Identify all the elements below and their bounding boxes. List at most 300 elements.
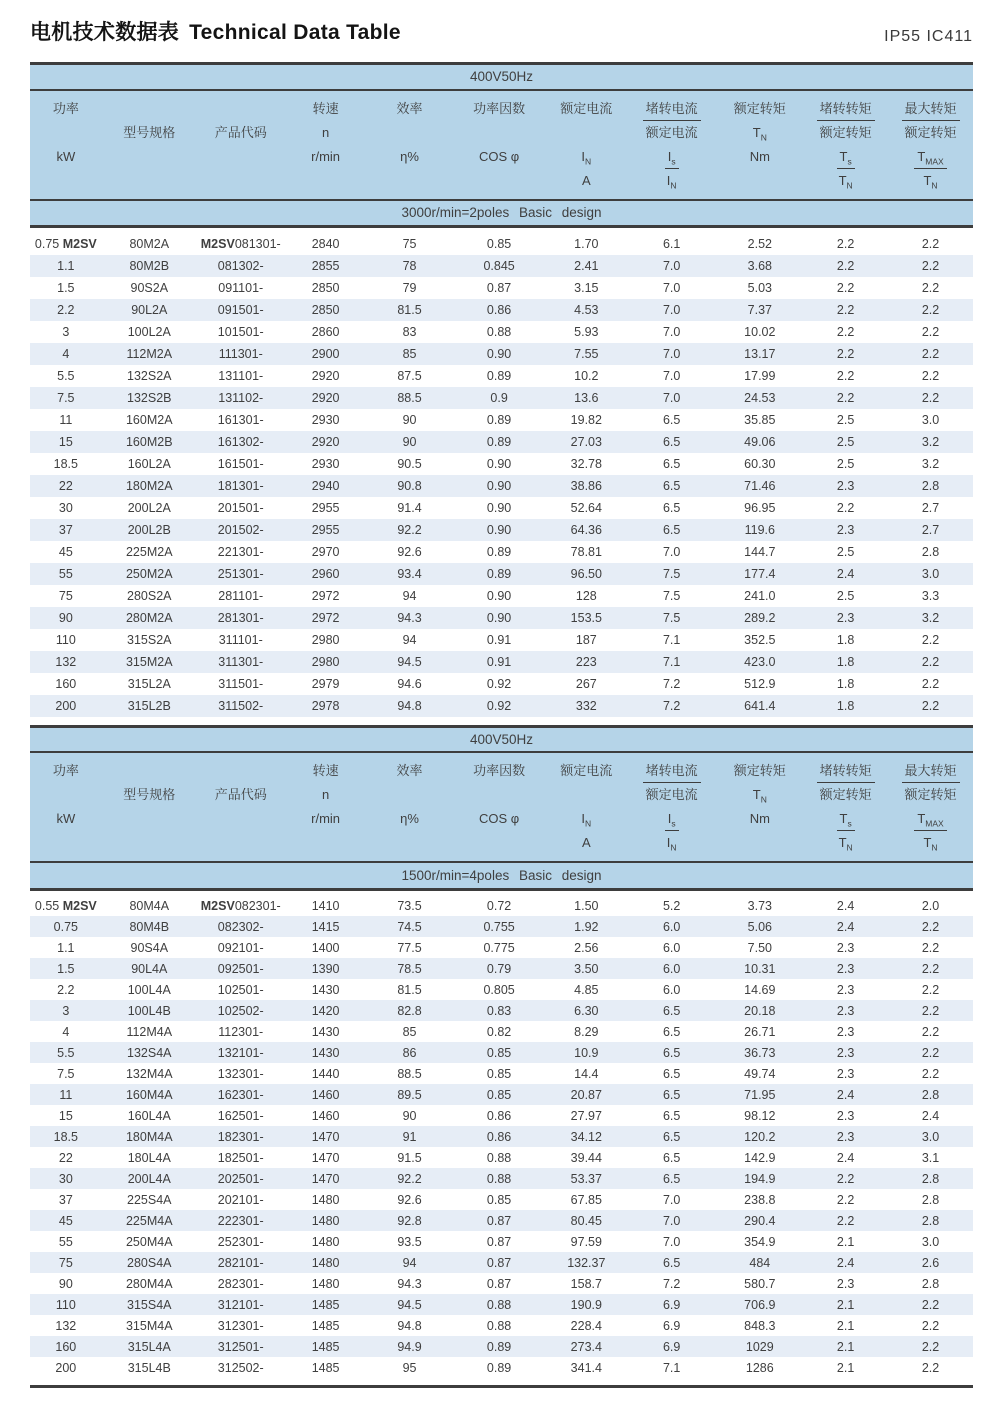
cell-power-factor: 0.90	[452, 607, 545, 629]
cell-efficiency: 83	[402, 324, 417, 339]
col-header-model	[102, 90, 197, 200]
col-header-line	[102, 169, 197, 193]
column-header-row	[30, 90, 973, 200]
cell-model: 280M2A	[102, 607, 197, 629]
cell-product-code: 101501-	[217, 324, 264, 339]
cell-rated-current: 128	[575, 588, 597, 603]
col-header-line: 额定电流	[560, 100, 613, 116]
col-header-line: 功率	[52, 100, 79, 116]
col-header-line: 型号规格	[123, 124, 176, 140]
cell-power: 5.5	[30, 1042, 102, 1063]
cell-power: 5.5	[57, 368, 75, 383]
cell-locked-rotor-torque-ratio: 2.5	[836, 588, 855, 603]
cell-efficiency: 90	[402, 412, 417, 427]
cell-rated-current: 2.56	[574, 940, 599, 955]
cell-locked-rotor-current-ratio: 7.0	[662, 324, 681, 339]
table-row	[30, 475, 973, 497]
cell-locked-rotor-torque-ratio: 2.1	[803, 1336, 888, 1357]
cell-model: 80M4A	[129, 898, 170, 913]
table-row	[30, 916, 973, 937]
cell-rated-torque: 119.6	[716, 519, 803, 541]
cell-rated-torque: 641.4	[716, 695, 803, 717]
table-row	[30, 431, 973, 453]
cell-product-code: 102502-	[197, 1000, 285, 1021]
cell-locked-rotor-current-ratio: 5.2	[662, 898, 681, 913]
cell-locked-rotor-current-ratio: 6.0	[662, 940, 681, 955]
cell-rated-current: 3.50	[546, 958, 627, 979]
cell-max-torque-ratio: 2.2	[888, 343, 973, 365]
cell-model: 315S2A	[127, 632, 172, 647]
cell-max-torque-ratio: 2.2	[888, 1042, 973, 1063]
cell-power: 37	[30, 519, 102, 541]
cell-product-code: 312101-	[197, 1294, 285, 1315]
cell-max-torque-ratio: 3.0	[921, 1234, 940, 1249]
cell-power-factor: 0.90	[452, 343, 545, 365]
cell-max-torque-ratio: 2.8	[888, 1210, 973, 1231]
table-body	[30, 227, 973, 725]
cell-rated-current: 10.9	[546, 1042, 627, 1063]
table-row	[30, 321, 973, 343]
cell-speed: 2850	[311, 280, 340, 295]
cell-rated-torque: 484	[716, 1252, 803, 1273]
cell-locked-rotor-torque-ratio: 2.4	[803, 1252, 888, 1273]
cell-model: 160M2B	[102, 431, 197, 453]
cell-model: 250M2A	[102, 563, 197, 585]
cell-rated-current: 13.6	[546, 387, 627, 409]
cell-rated-torque: 3.73	[747, 898, 772, 913]
col-header-line	[197, 759, 285, 783]
cell-rated-current: 53.37	[546, 1168, 627, 1189]
cell-power: 200	[30, 695, 102, 717]
table-row	[30, 1021, 973, 1042]
cell-speed: 2955	[311, 500, 340, 515]
cell-product-code: 312502-	[217, 1360, 264, 1375]
cell-efficiency: 78.5	[367, 958, 453, 979]
col-header-line: Nm	[749, 148, 770, 164]
cell-power-factor: 0.88	[452, 1294, 545, 1315]
cell-product-code: 131102-	[197, 387, 285, 409]
col-header-line	[102, 807, 197, 831]
cell-efficiency: 94.8	[397, 1318, 422, 1333]
col-header-line: Nm	[749, 811, 770, 826]
cell-locked-rotor-current-ratio: 6.0	[627, 916, 717, 937]
cell-efficiency: 89.5	[367, 1084, 453, 1105]
cell-product-code: 312501-	[197, 1336, 285, 1357]
cell-max-torque-ratio: 3.2	[888, 431, 973, 453]
cell-product-code: 182301-	[197, 1126, 285, 1147]
cell-model: 100L4A	[127, 982, 171, 997]
cell-rated-torque: 194.9	[716, 1168, 803, 1189]
cell-max-torque-ratio: 2.0	[921, 898, 940, 913]
cell-speed: 1440	[311, 1066, 340, 1081]
col-header-line: $I_N$	[666, 172, 677, 191]
cell-max-torque-ratio: 3.1	[921, 1150, 940, 1165]
cell-rated-torque: 241.0	[744, 588, 776, 603]
cell-power: 45	[30, 1210, 102, 1231]
cell-model: 90S2A	[130, 280, 169, 295]
cell-locked-rotor-torque-ratio: 2.5	[803, 431, 888, 453]
table-row	[30, 1147, 973, 1168]
cell-locked-rotor-torque-ratio: 2.1	[836, 1360, 855, 1375]
cell-locked-rotor-current-ratio: 6.5	[627, 431, 717, 453]
cell-power: 160	[55, 676, 77, 691]
table-row	[30, 365, 973, 387]
cell-power-factor: 0.90	[486, 588, 512, 603]
cell-rated-current: 10.2	[574, 368, 599, 383]
cell-power: 11	[30, 1084, 102, 1105]
cell-efficiency: 90.5	[397, 456, 422, 471]
cell-speed: 1415	[285, 916, 367, 937]
col-header-line: 额定电流	[560, 763, 613, 778]
cell-speed: 2920	[311, 368, 340, 383]
table-row	[30, 453, 973, 475]
cell-power: 7.5	[57, 1066, 75, 1081]
cell-max-torque-ratio: 2.2	[921, 632, 940, 647]
cell-locked-rotor-torque-ratio: 2.2	[803, 1210, 888, 1231]
col-header-locked-rotor-torque-ratio	[803, 752, 888, 862]
cell-efficiency: 92.6	[397, 1192, 422, 1207]
cell-model: 200L2A	[127, 500, 171, 515]
col-header-line: 额定转矩	[733, 100, 786, 116]
cell-efficiency: 90	[402, 1108, 417, 1123]
spacer-row	[30, 717, 973, 725]
cell-rated-current: 5.93	[574, 324, 599, 339]
cell-rated-current: 39.44	[570, 1150, 602, 1165]
cell-product-code: M2SV081301-	[200, 236, 281, 251]
table-row	[30, 255, 973, 277]
cell-rated-torque: 13.17	[716, 343, 803, 365]
cell-max-torque-ratio: 2.2	[921, 1360, 940, 1375]
cell-max-torque-ratio: 2.8	[921, 1192, 940, 1207]
cell-product-code: 111301-	[197, 343, 285, 365]
col-header-line: 额定转矩	[904, 124, 957, 140]
cell-rated-current: 332	[546, 695, 627, 717]
cell-max-torque-ratio: 2.2	[888, 916, 973, 937]
cell-efficiency: 90	[367, 431, 453, 453]
cell-efficiency: 91.5	[397, 1150, 422, 1165]
cell-rated-torque: 24.53	[716, 387, 803, 409]
cell-power: 1.5	[30, 958, 102, 979]
cell-rated-torque: 3.68	[716, 255, 803, 277]
cell-model: 132M4A	[125, 1066, 173, 1081]
cell-locked-rotor-current-ratio: 7.0	[627, 255, 717, 277]
cell-model: 280M4A	[125, 1276, 173, 1291]
col-header-line: r/min	[311, 811, 341, 826]
cell-product-code: 282101-	[197, 1252, 285, 1273]
cell-rated-current: 187	[575, 632, 597, 647]
cell-power-factor: 0.87	[452, 1252, 545, 1273]
cell-power-factor: 0.86	[452, 1126, 545, 1147]
cell-rated-torque: 142.9	[744, 1150, 776, 1165]
table-row	[30, 1336, 973, 1357]
cell-locked-rotor-current-ratio: 7.0	[662, 544, 681, 559]
cell-product-code: 132101-	[197, 1042, 285, 1063]
col-header-line: η%	[400, 811, 419, 826]
cell-speed: 2840	[311, 236, 340, 251]
cell-locked-rotor-torque-ratio: 2.3	[803, 1126, 888, 1147]
col-header-line: 功率因数	[473, 763, 526, 778]
cell-rated-current: 78.81	[570, 544, 602, 559]
cell-power: 18.5	[30, 1126, 102, 1147]
col-header-line	[102, 831, 197, 855]
cell-power: 110	[55, 632, 76, 647]
col-header-line	[30, 783, 102, 807]
cell-model: 225M2A	[125, 544, 173, 559]
cell-power-factor: 0.9	[452, 387, 545, 409]
col-header-line: η%	[400, 148, 419, 164]
cell-power-factor: 0.755	[452, 916, 545, 937]
table-row	[30, 585, 973, 607]
cell-model: 90L4A	[102, 958, 197, 979]
cell-product-code: 201501-	[217, 500, 264, 515]
cell-max-torque-ratio: 2.8	[888, 1084, 973, 1105]
cell-power: 15	[30, 431, 102, 453]
cell-power: 160	[30, 1336, 102, 1357]
col-header-line: $T_N$	[838, 172, 853, 191]
cell-locked-rotor-torque-ratio: 2.2	[803, 299, 888, 321]
cell-power: 55	[58, 1234, 73, 1249]
cell-efficiency: 92.2	[367, 519, 453, 541]
cell-rated-torque: 98.12	[744, 1108, 776, 1123]
cell-rated-current: 80.45	[546, 1210, 627, 1231]
cell-power: 0.75 M2SV	[34, 236, 97, 251]
cell-rated-torque: 14.69	[744, 982, 776, 997]
col-header-line: 堵转电流	[627, 97, 717, 121]
page-title-chinese: 电机技术数据表	[30, 21, 180, 44]
cell-rated-current: 14.4	[574, 1066, 599, 1081]
col-header-line: 效率	[396, 100, 423, 116]
cell-rated-current: 96.50	[546, 563, 627, 585]
cell-power-factor: 0.87	[486, 1234, 512, 1249]
cell-product-code: 091101-	[218, 280, 264, 295]
cell-efficiency: 81.5	[367, 299, 453, 321]
col-header-line: 额定电流	[645, 787, 698, 802]
cell-power-factor: 0.86	[486, 1108, 512, 1123]
table-row	[30, 1252, 973, 1273]
cell-power: 132	[55, 1318, 77, 1333]
cell-speed: 1470	[285, 1126, 367, 1147]
cell-locked-rotor-current-ratio: 6.9	[662, 1318, 681, 1333]
cell-efficiency: 94.3	[367, 607, 453, 629]
cell-power: 7.5	[30, 387, 102, 409]
cell-rated-torque: 96.95	[744, 500, 776, 515]
cell-product-code: 131101-	[218, 368, 264, 383]
cell-rated-torque: 848.3	[744, 1318, 776, 1333]
table-row	[30, 673, 973, 695]
cell-speed: 2930	[311, 412, 340, 427]
cell-product-code: 161501-	[217, 456, 264, 471]
cell-power: 1.1	[30, 255, 102, 277]
cell-locked-rotor-torque-ratio: 2.3	[803, 1042, 888, 1063]
cell-speed: 2955	[285, 519, 367, 541]
cell-locked-rotor-current-ratio: 7.0	[662, 1192, 681, 1207]
cell-power: 1.5	[57, 280, 75, 295]
cell-locked-rotor-torque-ratio: 2.2	[836, 500, 855, 515]
cell-rated-current: 4.85	[574, 982, 599, 997]
table-row	[30, 277, 973, 299]
technical-data-table-2poles	[30, 62, 973, 725]
cell-locked-rotor-torque-ratio: 2.2	[803, 1168, 888, 1189]
cell-locked-rotor-torque-ratio: 2.3	[836, 1024, 855, 1039]
col-header-line	[30, 121, 102, 145]
cell-locked-rotor-current-ratio: 6.5	[662, 500, 681, 515]
col-header-line: $T_s$	[803, 807, 888, 831]
cell-locked-rotor-torque-ratio: 2.2	[836, 236, 855, 251]
cell-rated-current: 341.4	[570, 1360, 602, 1375]
cell-max-torque-ratio: 3.3	[921, 588, 940, 603]
col-header-line: kW	[56, 148, 76, 164]
col-header-line: 转速	[312, 763, 339, 778]
cell-power-factor: 0.88	[486, 1318, 512, 1333]
col-header-line	[546, 121, 627, 145]
cell-locked-rotor-torque-ratio: 1.8	[803, 695, 888, 717]
cell-power-factor: 0.92	[452, 695, 545, 717]
cell-rated-current: 97.59	[570, 1234, 602, 1249]
cell-max-torque-ratio: 2.2	[888, 1336, 973, 1357]
cell-speed: 1420	[285, 1000, 367, 1021]
cell-power: 3	[62, 324, 70, 339]
cell-model: 100L4B	[102, 1000, 197, 1021]
cell-locked-rotor-torque-ratio: 2.3	[803, 607, 888, 629]
cell-product-code: 082302-	[197, 916, 285, 937]
cell-rated-current: 64.36	[546, 519, 627, 541]
cell-power: 2.2	[57, 982, 75, 997]
cell-product-code: 161302-	[197, 431, 285, 453]
cell-speed: 1480	[285, 1252, 367, 1273]
cell-locked-rotor-current-ratio: 6.1	[662, 236, 681, 251]
cell-speed: 2970	[311, 544, 340, 559]
cell-locked-rotor-torque-ratio: 2.3	[836, 1066, 855, 1081]
table-row	[30, 651, 973, 673]
col-header-line: $T_{MAX}$	[888, 807, 973, 831]
cell-efficiency: 94.6	[397, 676, 422, 691]
cell-locked-rotor-current-ratio: 6.5	[627, 1168, 717, 1189]
cell-power: 18.5	[53, 456, 78, 471]
column-header-row	[30, 752, 973, 862]
cell-power-factor: 0.89	[486, 544, 512, 559]
cell-product-code: 161301-	[217, 412, 264, 427]
cell-efficiency: 94	[402, 588, 417, 603]
cell-locked-rotor-current-ratio: 7.0	[627, 343, 717, 365]
cell-speed: 2855	[285, 255, 367, 277]
page-title-english: Technical Data Table	[189, 21, 401, 44]
col-header-line: COS φ	[478, 148, 520, 164]
cell-model: 315L4B	[127, 1360, 171, 1375]
cell-locked-rotor-current-ratio: 7.0	[627, 299, 717, 321]
cell-power-factor: 0.775	[483, 940, 515, 955]
cell-power-factor: 0.89	[486, 1360, 512, 1375]
table-row	[30, 1210, 973, 1231]
col-header-efficiency	[367, 90, 453, 200]
col-header-power-factor	[452, 90, 545, 200]
cell-locked-rotor-current-ratio: 6.5	[662, 1024, 681, 1039]
cell-model: 80M2A	[129, 236, 170, 251]
cell-locked-rotor-current-ratio: 7.5	[627, 563, 717, 585]
cell-rated-current: 1.92	[546, 916, 627, 937]
col-header-line	[197, 807, 285, 831]
cell-rated-current: 273.4	[546, 1336, 627, 1357]
cell-efficiency: 94	[402, 632, 417, 647]
cell-max-torque-ratio: 2.2	[888, 695, 973, 717]
col-header-line: $T_N$	[752, 787, 767, 805]
col-header-line	[716, 831, 803, 855]
col-header-max-torque-ratio	[888, 90, 973, 200]
cell-product-code: 311101-	[218, 632, 263, 647]
cell-efficiency: 94	[367, 1252, 453, 1273]
cell-locked-rotor-torque-ratio: 2.1	[836, 1234, 855, 1249]
design-band	[30, 200, 973, 227]
col-header-product-code	[197, 90, 285, 200]
title-bar	[30, 16, 973, 46]
cell-power-factor: 0.85	[486, 1192, 512, 1207]
col-header-model	[102, 752, 197, 862]
cell-product-code: 102501-	[217, 982, 264, 997]
cell-speed: 1390	[285, 958, 367, 979]
table-row	[30, 1273, 973, 1294]
cell-model: 160L2A	[127, 456, 171, 471]
cell-model: 160M2A	[125, 412, 173, 427]
cell-locked-rotor-torque-ratio: 2.3	[836, 1108, 855, 1123]
cell-power: 2.2	[30, 299, 102, 321]
col-header-line	[102, 759, 197, 783]
col-header-line: $I_N$	[666, 835, 677, 853]
cell-locked-rotor-current-ratio: 6.5	[627, 1000, 717, 1021]
col-header-line: 功率因数	[473, 100, 526, 116]
cell-locked-rotor-torque-ratio: 2.3	[803, 958, 888, 979]
cell-rated-torque: 26.71	[744, 1024, 776, 1039]
cell-speed: 2920	[285, 387, 367, 409]
cell-rated-current: 20.87	[546, 1084, 627, 1105]
col-header-line: 额定转矩	[733, 763, 786, 778]
col-header-line	[452, 831, 545, 855]
cell-rated-current: 267	[575, 676, 597, 691]
cell-speed: 1480	[311, 1234, 340, 1249]
cell-max-torque-ratio: 3.2	[888, 607, 973, 629]
cell-efficiency: 86	[367, 1042, 453, 1063]
col-header-line	[452, 121, 545, 145]
cell-speed: 1460	[285, 1084, 367, 1105]
cell-power-factor: 0.91	[486, 632, 512, 647]
cell-power-factor: 0.845	[452, 255, 545, 277]
col-header-line: 堵转转矩	[803, 97, 888, 121]
col-header-rated-current	[546, 90, 627, 200]
cell-locked-rotor-current-ratio: 6.5	[627, 1084, 717, 1105]
cell-model: 315L2B	[102, 695, 197, 717]
cell-rated-current: 52.64	[570, 500, 602, 515]
table-row	[30, 1105, 973, 1126]
table-row	[30, 541, 973, 563]
table-row	[30, 937, 973, 958]
col-header-line	[367, 783, 453, 807]
cell-power: 30	[58, 500, 73, 515]
cell-locked-rotor-current-ratio: 6.0	[662, 982, 681, 997]
cell-max-torque-ratio: 2.2	[888, 387, 973, 409]
cell-locked-rotor-torque-ratio: 2.4	[836, 1150, 855, 1165]
col-header-product-code	[197, 752, 285, 862]
cell-rated-torque: 20.18	[716, 1000, 803, 1021]
cell-model: 315L2A	[127, 676, 171, 691]
cell-locked-rotor-torque-ratio: 2.2	[836, 368, 855, 383]
cell-power-factor: 0.92	[486, 676, 512, 691]
cell-locked-rotor-torque-ratio: 1.8	[836, 676, 855, 691]
technical-data-table-4poles	[30, 725, 973, 1388]
voltage-band	[30, 64, 973, 90]
cell-power: 110	[30, 1294, 102, 1315]
cell-rated-current: 38.86	[546, 475, 627, 497]
col-header-line: $I_N$	[581, 148, 592, 167]
cell-rated-current: 32.78	[570, 456, 602, 471]
cell-rated-torque: 35.85	[744, 412, 776, 427]
